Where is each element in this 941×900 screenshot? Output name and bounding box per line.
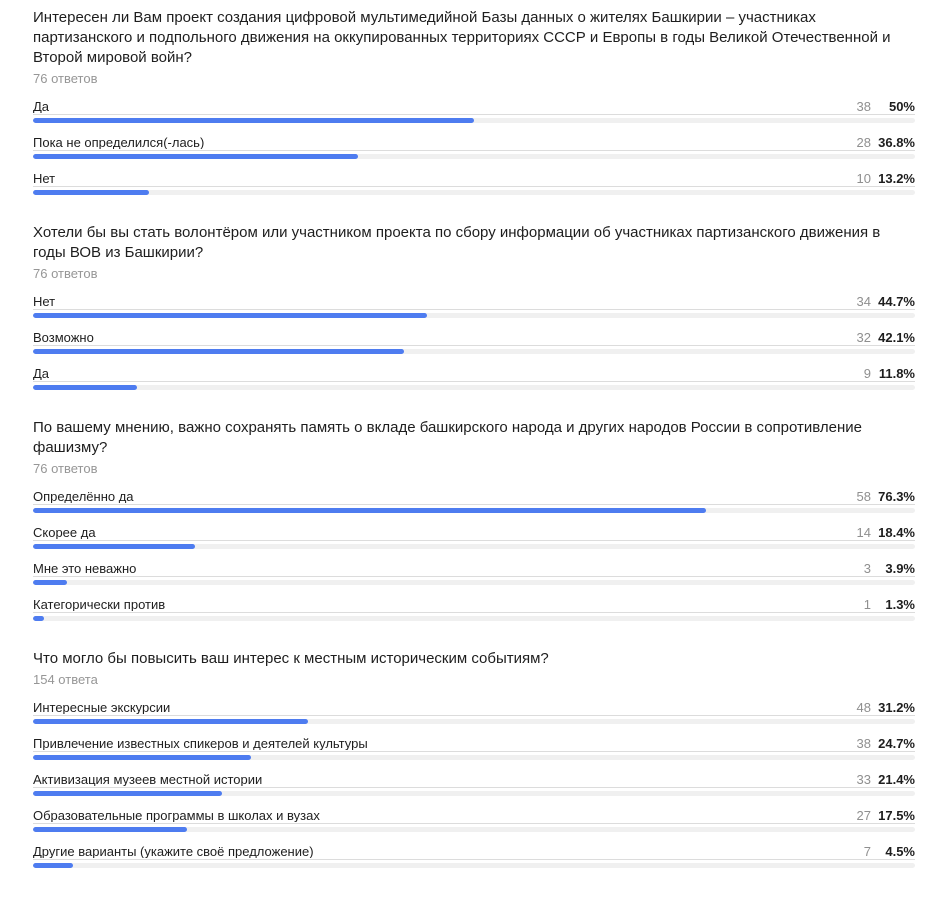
answer-bar-fill — [33, 827, 187, 832]
answer-bar-fill — [33, 863, 73, 868]
answer-bar-fill — [33, 544, 195, 549]
question-block — [33, 649, 915, 868]
answer-label: Образовательные программы в школах и вузах — [33, 809, 320, 822]
answer-count: 34 — [856, 294, 871, 309]
answer-bar-track — [33, 349, 915, 354]
answer-label: Интересные экскурсии — [33, 701, 171, 714]
answer-count: 7 — [863, 844, 871, 859]
answer-bar-fill — [33, 755, 251, 760]
answer-row — [33, 100, 915, 123]
question-block — [33, 418, 915, 621]
answer-row — [33, 562, 915, 585]
answer-label: Нет — [33, 172, 56, 185]
answer-percent: 18.4% — [878, 525, 915, 540]
answer-bar-fill — [33, 508, 706, 513]
answer-count: 28 — [856, 135, 871, 150]
answer-bar-track — [33, 313, 915, 318]
answer-bar-fill — [33, 580, 67, 585]
answers-list — [33, 100, 915, 195]
answer-percent: 21.4% — [878, 772, 915, 787]
answer-bar-track — [33, 755, 915, 760]
responses-count: 154 ответа — [33, 672, 98, 687]
answer-bar-fill — [33, 616, 44, 621]
answer-percent: 76.3% — [878, 489, 915, 504]
answer-bar-track — [33, 508, 915, 513]
answer-bar-track — [33, 190, 915, 195]
answer-bar-fill — [33, 154, 358, 159]
answer-row — [33, 809, 915, 832]
answer-row — [33, 172, 915, 195]
answers-list — [33, 701, 915, 868]
answer-row — [33, 490, 915, 513]
answer-bar-track — [33, 616, 915, 621]
answer-label: Возможно — [33, 331, 94, 344]
answer-count: 27 — [856, 808, 871, 823]
answers-list — [33, 295, 915, 390]
answer-count: 33 — [856, 772, 871, 787]
answer-count: 10 — [856, 171, 871, 186]
answer-count: 14 — [856, 525, 871, 540]
answer-bar-fill — [33, 385, 137, 390]
answer-bar-track — [33, 791, 915, 796]
answer-bar-track — [33, 118, 915, 123]
answer-count: 38 — [856, 99, 871, 114]
answer-bar-track — [33, 544, 915, 549]
answer-count: 48 — [856, 700, 871, 715]
answer-bar-fill — [33, 719, 308, 724]
answer-label: Активизация музеев местной истории — [33, 773, 263, 786]
question-title: По вашему мнению, важно сохранять память о вкладе башкирского народа и других народов России в сопротивление фашизму? — [33, 419, 863, 456]
responses-count: 76 ответов — [33, 461, 98, 476]
answer-percent: 24.7% — [878, 736, 915, 751]
answer-label: Мне это неважно — [33, 562, 137, 575]
answer-bar-fill — [33, 791, 222, 796]
answer-label: Другие варианты (укажите своё предложение) — [33, 845, 314, 858]
answer-percent: 31.2% — [878, 700, 915, 715]
answer-row — [33, 367, 915, 390]
answer-count: 9 — [863, 366, 871, 381]
answer-bar-track — [33, 154, 915, 159]
answer-row — [33, 136, 915, 159]
answer-label: Скорее да — [33, 526, 96, 539]
answer-count: 1 — [863, 597, 871, 612]
answer-percent: 44.7% — [878, 294, 915, 309]
answer-count: 32 — [856, 330, 871, 345]
answer-count: 58 — [856, 489, 871, 504]
answer-row — [33, 526, 915, 549]
answer-percent: 36.8% — [878, 135, 915, 150]
answer-bar-track — [33, 385, 915, 390]
answer-count: 38 — [856, 736, 871, 751]
answer-percent: 17.5% — [878, 808, 915, 823]
question-block — [33, 223, 915, 390]
answer-label: Пока не определился(-лась) — [33, 136, 205, 149]
answer-percent: 42.1% — [878, 330, 915, 345]
answer-percent: 1.3% — [885, 597, 915, 612]
answer-row — [33, 295, 915, 318]
answer-label: Нет — [33, 295, 56, 308]
answer-bar-track — [33, 863, 915, 868]
answer-bar-fill — [33, 118, 474, 123]
question-title: Что могло бы повысить ваш интерес к местным историческим событиям? — [33, 650, 549, 667]
answer-row — [33, 773, 915, 796]
question-title: Хотели бы вы стать волонтёром или участником проекта по сбору информации об участниках партизанского движения в годы ВОВ из Башкирии? — [33, 224, 881, 261]
answer-row — [33, 598, 915, 621]
answer-count: 3 — [863, 561, 871, 576]
answer-row — [33, 845, 915, 868]
answer-bar-fill — [33, 190, 149, 195]
answer-bar-track — [33, 719, 915, 724]
answer-bar-fill — [33, 313, 427, 318]
answer-row — [33, 701, 915, 724]
answer-label: Определённо да — [33, 490, 134, 503]
answer-bar-fill — [33, 349, 404, 354]
answers-list — [33, 490, 915, 621]
answer-percent: 13.2% — [878, 171, 915, 186]
responses-count: 76 ответов — [33, 71, 98, 86]
answer-bar-track — [33, 827, 915, 832]
answer-label: Привлечение известных спикеров и деятелей культуры — [33, 737, 368, 750]
answer-label: Категорически против — [33, 598, 166, 611]
answer-percent: 50% — [888, 99, 915, 114]
answer-row — [33, 331, 915, 354]
answer-bar-track — [33, 580, 915, 585]
answer-label: Да — [33, 367, 50, 380]
answer-row — [33, 737, 915, 760]
answer-percent: 4.5% — [885, 844, 915, 859]
answer-percent: 11.8% — [878, 366, 915, 381]
answer-percent: 3.9% — [885, 561, 915, 576]
question-block — [33, 8, 915, 195]
answer-label: Да — [33, 100, 50, 113]
question-title: Интересен ли Вам проект создания цифровой мультимедийной Базы данных о жителях Башкирии – участниках партизанского и подпольного движения на оккупированных территориях СССР и Европы в годы Великой Отечественной и Второй мировой войн? — [33, 9, 891, 66]
responses-count: 76 ответов — [33, 266, 98, 281]
